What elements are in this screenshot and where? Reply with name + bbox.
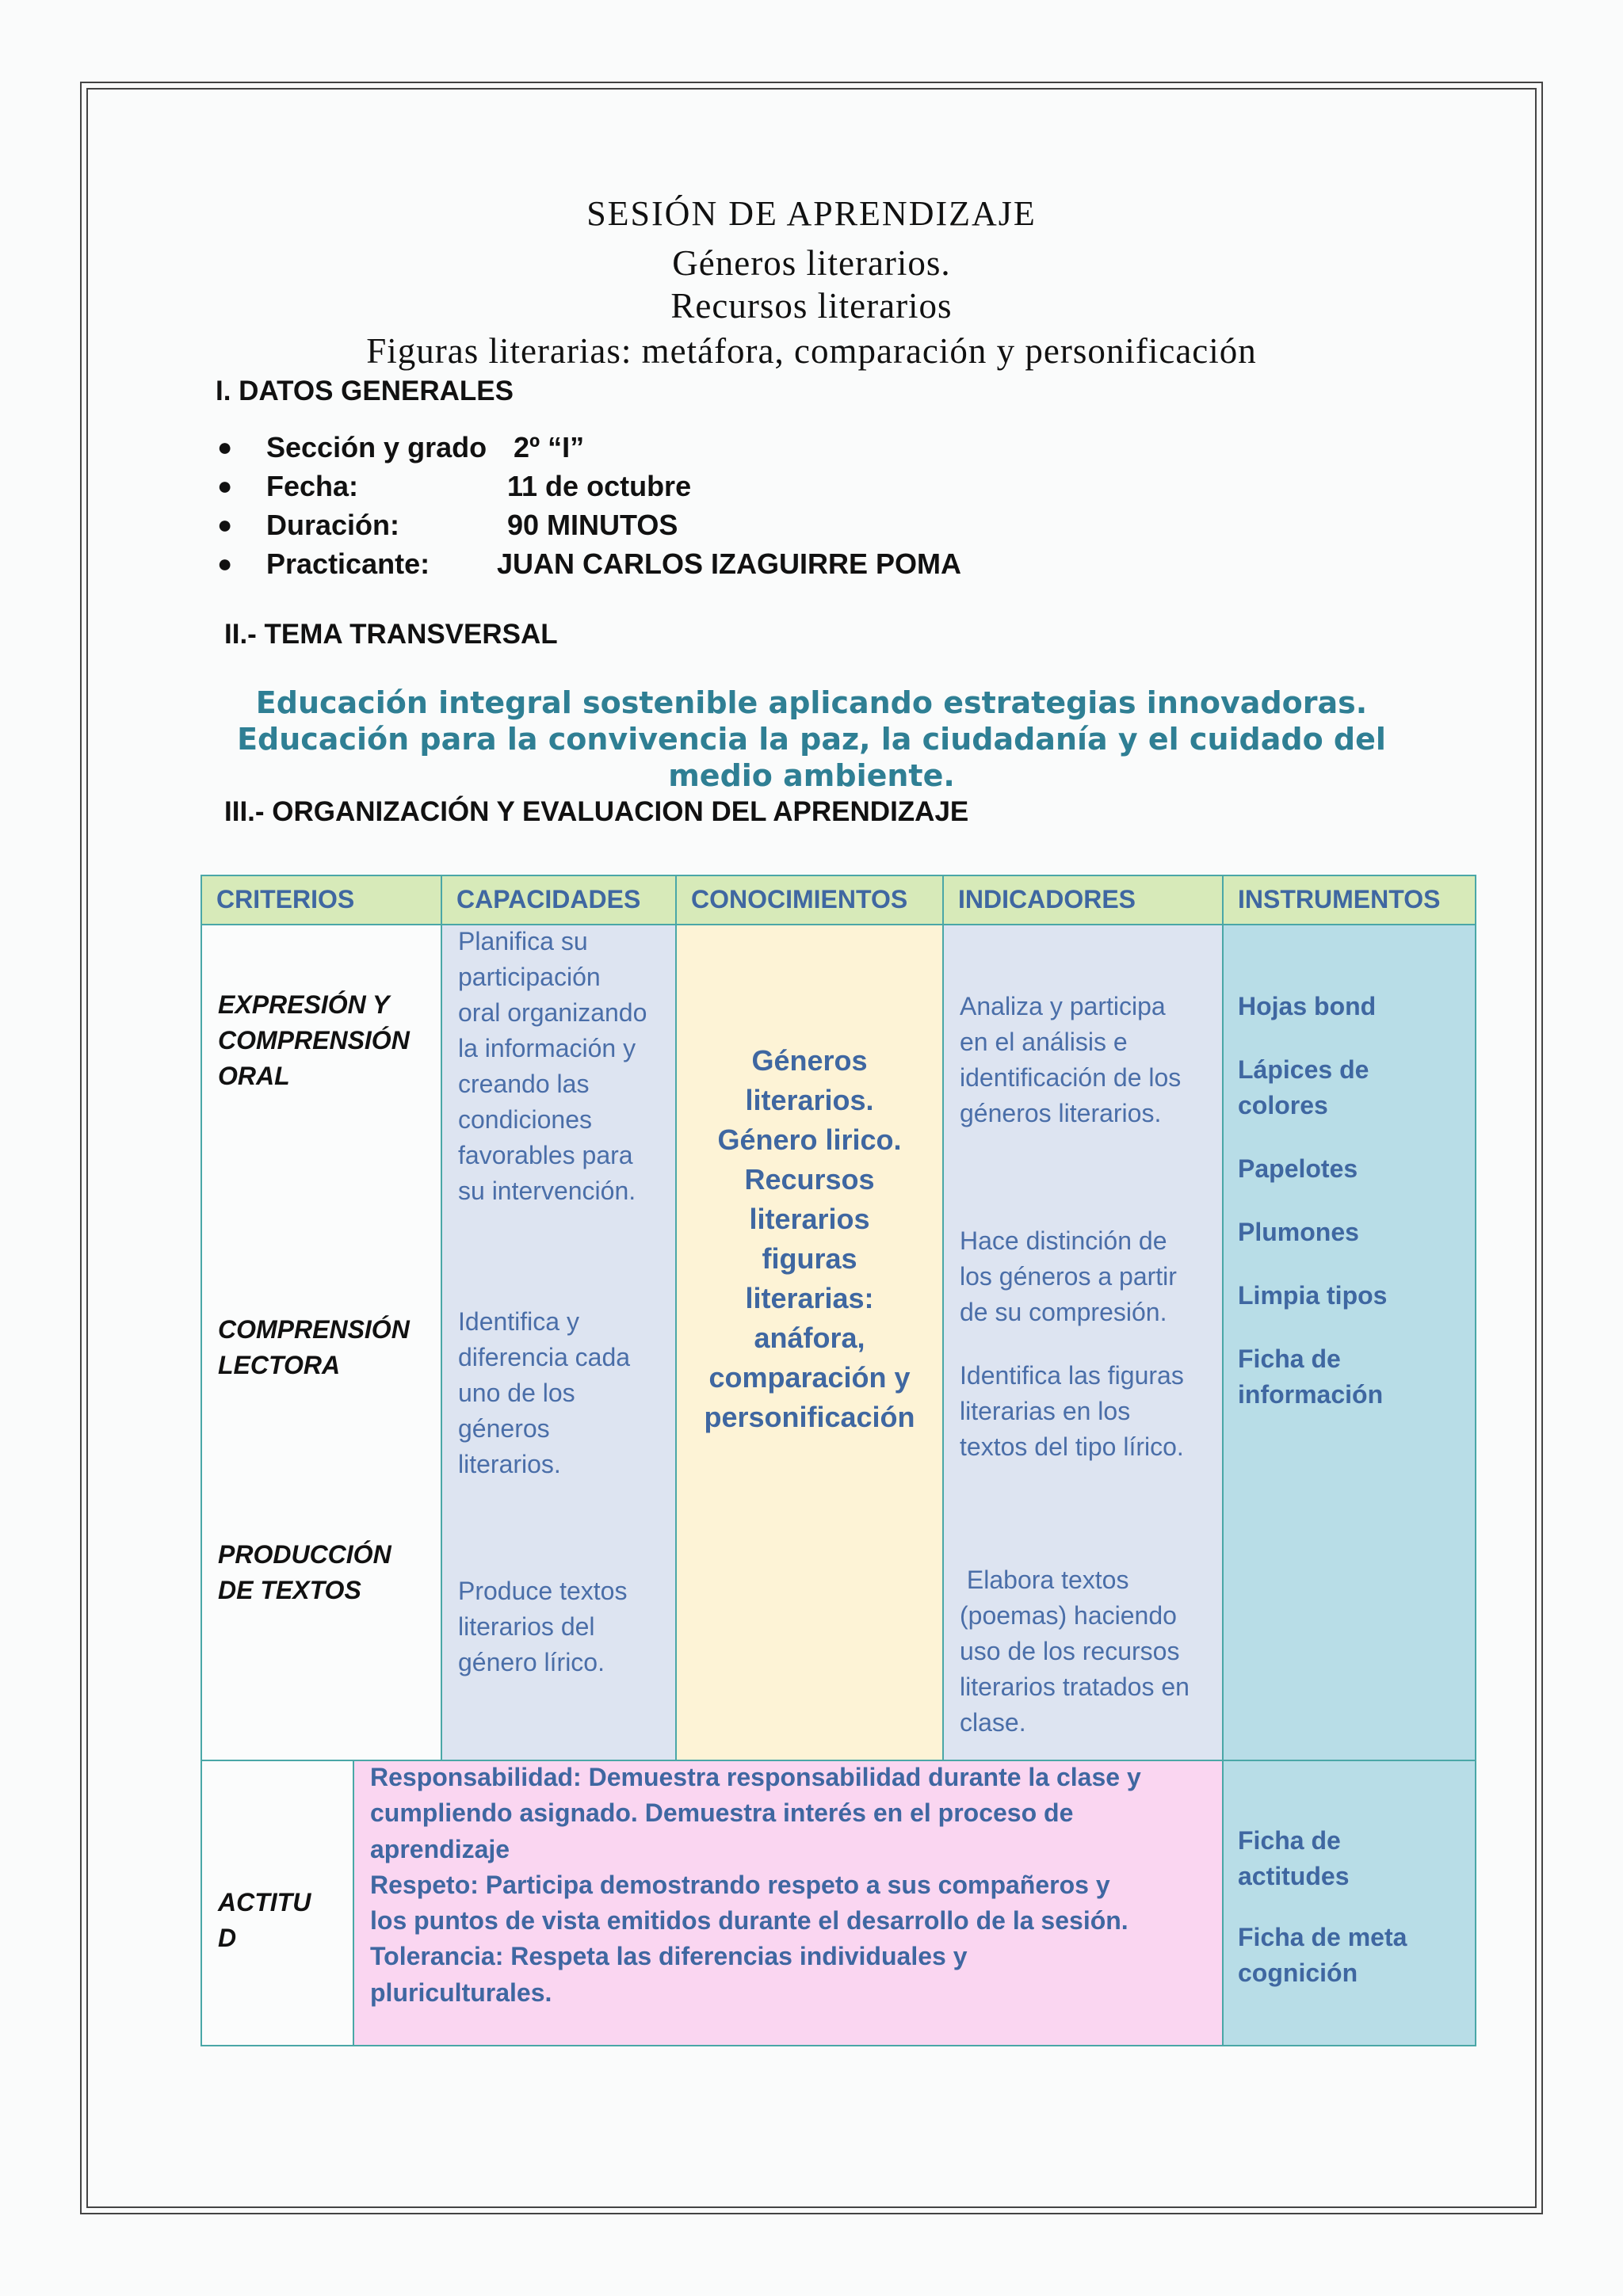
document-title: SESIÓN DE APRENDIZAJE: [586, 194, 1037, 233]
capacidad-produce: Produce textos literarios del género lírico.: [458, 1577, 628, 1676]
indicadores-cell: [942, 924, 1224, 1761]
subtitle-line-3: Figuras literarias: metáfora, comparación y personificación: [366, 331, 1257, 371]
bullet-icon: ●: [217, 471, 233, 500]
info-label: Sección y grado: [266, 431, 487, 463]
section-heading-tema-transversal: II.- TEMA TRANSVERSAL: [224, 619, 558, 650]
instrumento-item: Plumones: [1238, 1218, 1359, 1246]
info-value: 90 MINUTOS: [507, 509, 678, 541]
instrumento-item: Lápices de colores: [1238, 1055, 1369, 1119]
header-capacidades: CAPACIDADES: [441, 875, 677, 925]
indicador-analiza: Analiza y participa en el análisis e identificación de los géneros literarios.: [960, 992, 1182, 1127]
theme-line: medio ambiente.: [668, 758, 955, 793]
criterio-comprension-lectora: COMPRENSIÓN LECTORA: [218, 1315, 410, 1379]
instrumento-item: Hojas bond: [1238, 992, 1377, 1020]
actitud-label: ACTITU D: [218, 1888, 311, 1952]
instrumentos-cell: [1222, 924, 1476, 1761]
bullet-icon: ●: [217, 433, 233, 461]
info-value: 2º “I”: [514, 431, 585, 463]
bullet-icon: ●: [217, 549, 233, 578]
conocimientos-cell: [675, 924, 944, 1761]
criterio-expresion-oral: EXPRESIÓN Y COMPRENSIÓN ORAL: [218, 990, 410, 1090]
indicador-figuras: Identifica las figuras literarias en los textos del tipo lírico.: [960, 1361, 1184, 1461]
transversal-theme-text: [0, 685, 1623, 794]
header-criterios: CRITERIOS: [200, 875, 442, 925]
criterios-cell: [200, 924, 442, 1761]
indicador-elabora: Elabora textos (poemas) haciendo uso de los recursos literarios tratados en clase.: [960, 1566, 1190, 1737]
capacidad-planifica: Planifica su participación oral organizando la información y creando las condiciones favorables para su intervención.: [458, 927, 647, 1205]
conocimientos-text: Géneros literarios. Género lirico. Recursos literarios figuras literarias: anáfora, comparación y personificación: [704, 1044, 915, 1433]
header-instrumentos: INSTRUMENTOS: [1222, 875, 1476, 925]
instrumento-item: Ficha de actitudes: [1238, 1826, 1350, 1890]
section-heading-datos-generales: I. DATOS GENERALES: [216, 376, 514, 406]
info-label: Practicante:: [266, 547, 430, 580]
header-indicadores: INDICADORES: [942, 875, 1224, 925]
theme-line: Educación integral sostenible aplicando estrategias innovadoras.: [255, 685, 1368, 720]
capacidad-identifica: Identifica y diferencia cada uno de los géneros literarios.: [458, 1307, 631, 1478]
instrumento-item: Ficha de meta cognición: [1238, 1923, 1407, 1987]
info-label: Duración:: [266, 509, 400, 541]
actitud-label-cell: [200, 1760, 354, 2046]
subtitle-line-1: Géneros literarios.: [672, 243, 951, 283]
instrumento-item: Papelotes: [1238, 1154, 1358, 1183]
info-value: 11 de octubre: [507, 470, 692, 502]
bullet-icon: ●: [217, 510, 233, 539]
subtitle-line-2: Recursos literarios: [670, 286, 953, 326]
actitud-description-cell: [353, 1760, 1224, 2046]
section-heading-organizacion: III.- ORGANIZACIÓN Y EVALUACION DEL APRENDIZAJE: [224, 796, 969, 827]
actitud-instrumentos-cell: [1222, 1760, 1476, 2046]
capacidades-cell: [441, 924, 677, 1761]
instrumento-item: Ficha de información: [1238, 1344, 1384, 1409]
header-conocimientos: CONOCIMIENTOS: [675, 875, 944, 925]
criterio-produccion-textos: PRODUCCIÓN DE TEXTOS: [218, 1540, 391, 1604]
info-label: Fecha:: [266, 470, 359, 502]
theme-line: Educación para la convivencia la paz, la ciudadanía y el cuidado del: [237, 722, 1386, 757]
instrumento-item: Limpia tipos: [1238, 1281, 1388, 1310]
indicador-distincion: Hace distinción de los géneros a partir de su compresión.: [960, 1226, 1177, 1326]
info-value: JUAN CARLOS IZAGUIRRE POMA: [497, 547, 962, 580]
actitud-description: Responsabilidad: Demuestra responsabilidad durante la clase y cumpliendo asignado. Demuestra interés en el proceso de aprendizaje Respeto: Participa demostrando respeto a sus compañeros y los puntos de vista emitidos durante el desarrollo de la sesión. Tolerancia: Respeta las diferencias individuales y pluriculturales.: [370, 1763, 1141, 2007]
